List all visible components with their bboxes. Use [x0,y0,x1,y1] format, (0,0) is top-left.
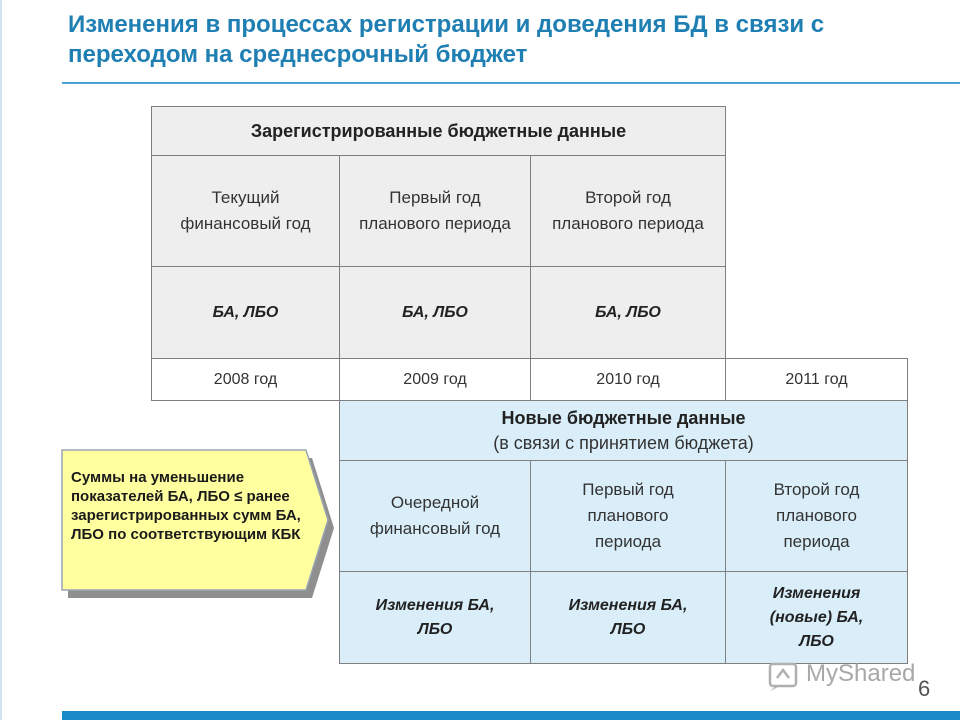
new-value-first: Изменения БА, ЛБО [530,571,726,664]
year-2009: 2009 год [339,358,531,401]
new-col-first-plan-year: Первый год планового периода [530,460,726,572]
title-underline [62,82,960,84]
new-data-header-title: Новые бюджетные данные [501,407,746,428]
new-data-header-subtitle: (в связи с принятием бюджета) [493,432,754,453]
new-col-next-year: Очередной финансовый год [339,460,531,572]
registered-value-second: БА, ЛБО [530,266,726,359]
callout-text: Суммы на уменьшение показателей БА, ЛБО ≤ ранее зарегистрированных сумм БА, ЛБО по соответствующим КБК [71,469,301,543]
bottom-accent-bar [62,711,960,720]
registered-col-current-year: Текущий финансовый год [151,155,340,267]
registered-col-first-plan-year: Первый год планового периода [339,155,531,267]
registered-value-current: БА, ЛБО [151,266,340,359]
new-col-second-plan-year: Второй год планового периода [725,460,908,572]
left-edge-line [0,0,2,720]
registered-value-first: БА, ЛБО [339,266,531,359]
year-2010: 2010 год [530,358,726,401]
new-value-next: Изменения БА, ЛБО [339,571,531,664]
year-2008: 2008 год [151,358,340,401]
year-2011: 2011 год [725,358,908,401]
watermark-text: MyShared [806,660,916,687]
page-number: 6 [918,676,931,701]
new-data-header [339,400,908,461]
registered-header: Зарегистрированные бюджетные данные [151,106,726,156]
new-value-second: Изменения (новые) БА, ЛБО [725,571,908,664]
registered-col-second-plan-year: Второй год планового периода [530,155,726,267]
slide-title: Изменения в процессах регистрации и доведения БД в связи с переходом на среднесрочный бюджет [68,11,825,68]
